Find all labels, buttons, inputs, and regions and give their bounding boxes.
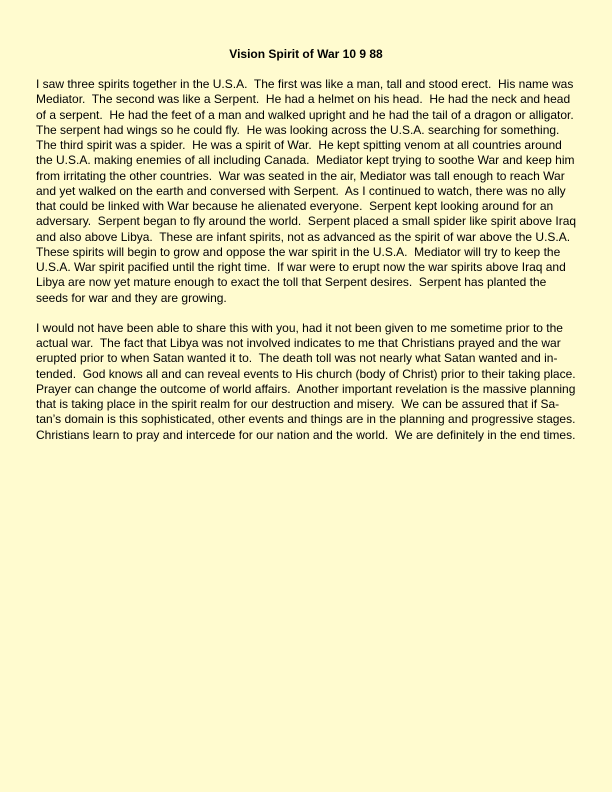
paragraph-1 — [36, 77, 580, 306]
text-line: Prayer can change the outcome of world affairs. Another important revelation is the massive planning — [36, 381, 576, 396]
text-line: Libya are now yet mature enough to exact the toll that Serpent desires. Serpent has planted the — [36, 275, 547, 290]
text-line: The third spirit was a spider. He was a spirit of War. He kept spitting venom at all countries around — [36, 138, 562, 152]
paragraph-spacer — [36, 306, 580, 321]
document-title: Vision Spirit of War 10 9 88 — [229, 47, 383, 61]
text-line: and also above Libya. These are infant spirits, not as advanced as the spirit of war above the U.S.A. — [36, 229, 571, 244]
text-line: erupted prior to when Satan wanted it to. The death toll was not nearly what Satan wanted and in- — [36, 351, 558, 366]
text-line: U.S.A. War spirit pacified until the right time. If war were to erupt now the war spirits above Iraq and — [36, 260, 566, 274]
text-line: actual war. The fact that Libya was not involved indicates to me that Christians prayed and the war — [36, 336, 561, 350]
text-line: that is taking place in the spirit realm for our destruction and misery. We can be assured that if Sa- — [36, 397, 560, 411]
text-line: I saw three spirits together in the U.S.A. The first was like a man, tall and stood erect. His name was — [36, 77, 574, 91]
text-line: seeds for war and they are growing. — [36, 290, 227, 305]
text-line: Mediator. The second was like a Serpent. He had a helmet on his head. He had the neck and head — [36, 92, 571, 107]
text-line: The serpent had wings so he could fly. He was looking across the U.S.A. searching for something. — [36, 122, 560, 137]
text-line: of a serpent. He had the feet of a man and walked upright and he had the tail of a dragon or alligator. — [36, 107, 574, 122]
text-line: tan’s domain is this sophisticated, other events and things are in the planning and progressive stages. — [36, 412, 576, 427]
text-line: from irritating the other countries. War was seated in the air, Mediator was tall enough to reach War — [36, 168, 565, 183]
text-line: and yet walked on the earth and conversed with Serpent. As I continued to watch, there was no ally — [36, 183, 566, 198]
text-line: tended. God knows all and can reveal events to His church (body of Christ) prior to their taking place. — [36, 366, 576, 381]
text-line: These spirits will begin to grow and oppose the war spirit in the U.S.A. Mediator will try to keep the — [36, 244, 561, 259]
text-line: that could be linked with War because he alienated everyone. Serpent kept looking around for an — [36, 199, 554, 213]
text-line: Christians learn to pray and intercede for our nation and the world. We are definitely in the end times. — [36, 427, 576, 442]
text-line: I would not have been able to share this with you, had it not been given to me sometime prior to the — [36, 320, 563, 335]
text-line: the U.S.A. making enemies of all including Canada. Mediator kept trying to soothe War and keep him — [36, 153, 575, 168]
document-body — [36, 77, 580, 443]
text-line: adversary. Serpent began to fly around the world. Serpent placed a small spider like spirit above Iraq — [36, 214, 577, 229]
paragraph-2 — [36, 321, 580, 443]
